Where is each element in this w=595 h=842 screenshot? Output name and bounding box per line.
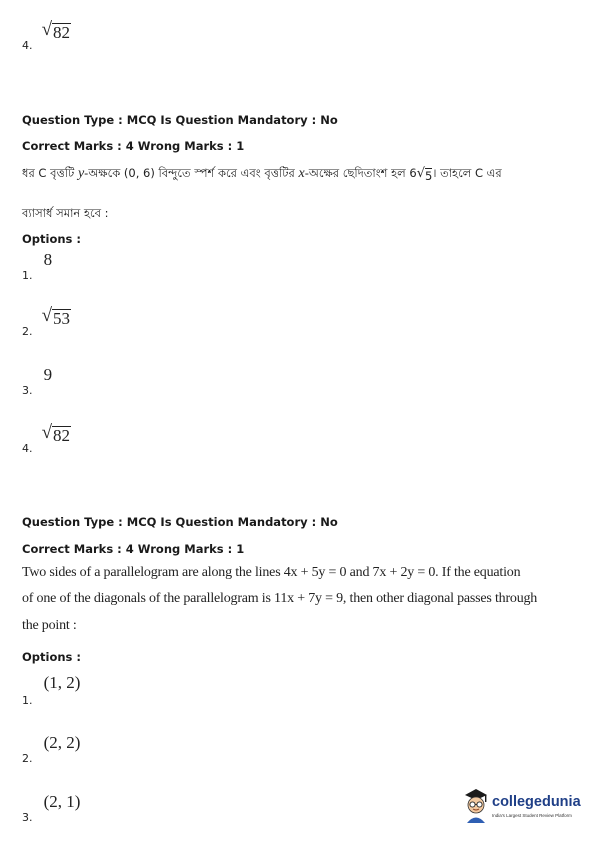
question-text-line-2: ব্যাসার্ধ সমান হবে : [22,206,109,220]
option-2[interactable] [22,733,81,765]
var-y: y [77,166,85,181]
text-fragment: ধর C বৃত্তটি [22,166,78,180]
option-value: 8 [43,250,53,269]
text-fragment: । তাহলে C এর [432,166,502,180]
option-3[interactable] [22,365,53,397]
options-label: Options : [22,650,81,664]
sqrt-expression [42,20,71,43]
option-number: 4. [22,442,33,455]
logo-tagline: India's Largest Student Review Platform [492,813,572,818]
radical-sign: √ [41,305,53,326]
option-3[interactable] [22,792,81,824]
radicand: 5 [425,169,433,183]
option-value: (2, 1) [43,792,81,811]
question-text-line-1: Two sides of a parallelogram are along the lines 4x + 5y = 0 and 7x + 2y = 0. If the equation [22,565,521,580]
text-fragment: -অক্ষকে (0, 6) বিন্দুতে স্পর্শ করে এবং বৃত্তটির [84,166,299,180]
radicand: 82 [53,426,71,445]
radical-sign: √ [41,422,53,443]
sqrt-expression [42,423,71,446]
option-number: 3. [22,384,33,397]
question-type-line: Question Type : MCQ Is Question Mandatory : No [22,515,338,529]
option-number: 2. [22,752,33,765]
collegedunia-logo [461,786,586,826]
question-text-line-3: the point : [22,618,77,633]
option-number: 3. [22,811,33,824]
radicand: 53 [53,309,71,328]
option-value: (2, 2) [43,733,81,752]
option-2[interactable] [22,305,71,338]
marks-line: Correct Marks : 4 Wrong Marks : 1 [22,542,245,556]
question-type-line: Question Type : MCQ Is Question Mandatory : No [22,113,338,127]
question-text-line-2: of one of the diagonals of the parallelogram is 11x + 7y = 9, then other diagonal passes through [22,591,538,606]
text-fragment: -অক্ষের ছেদিতাংশ হল 6 [304,166,417,180]
question-text-line-1 [22,165,502,184]
mascot-icon [461,786,491,824]
radicand: 82 [53,23,71,42]
sqrt-expression [42,306,71,329]
option-number: 1. [22,269,33,282]
option-number: 1. [22,694,33,707]
option-number: 2. [22,325,33,338]
var-x: x [298,166,305,181]
option-value: (1, 2) [43,673,81,692]
radical-sign: √ [41,19,53,40]
sqrt-expression: √ 5 [416,166,433,183]
option-number: 4. [22,39,33,52]
option-4[interactable] [22,422,71,455]
logo-wordmark: collegedunia [492,794,581,810]
option-1[interactable] [22,250,53,282]
options-label: Options : [22,232,81,246]
prev-option-4 [22,19,71,52]
option-value: 9 [43,365,53,384]
option-1[interactable] [22,673,81,707]
marks-line: Correct Marks : 4 Wrong Marks : 1 [22,139,245,153]
